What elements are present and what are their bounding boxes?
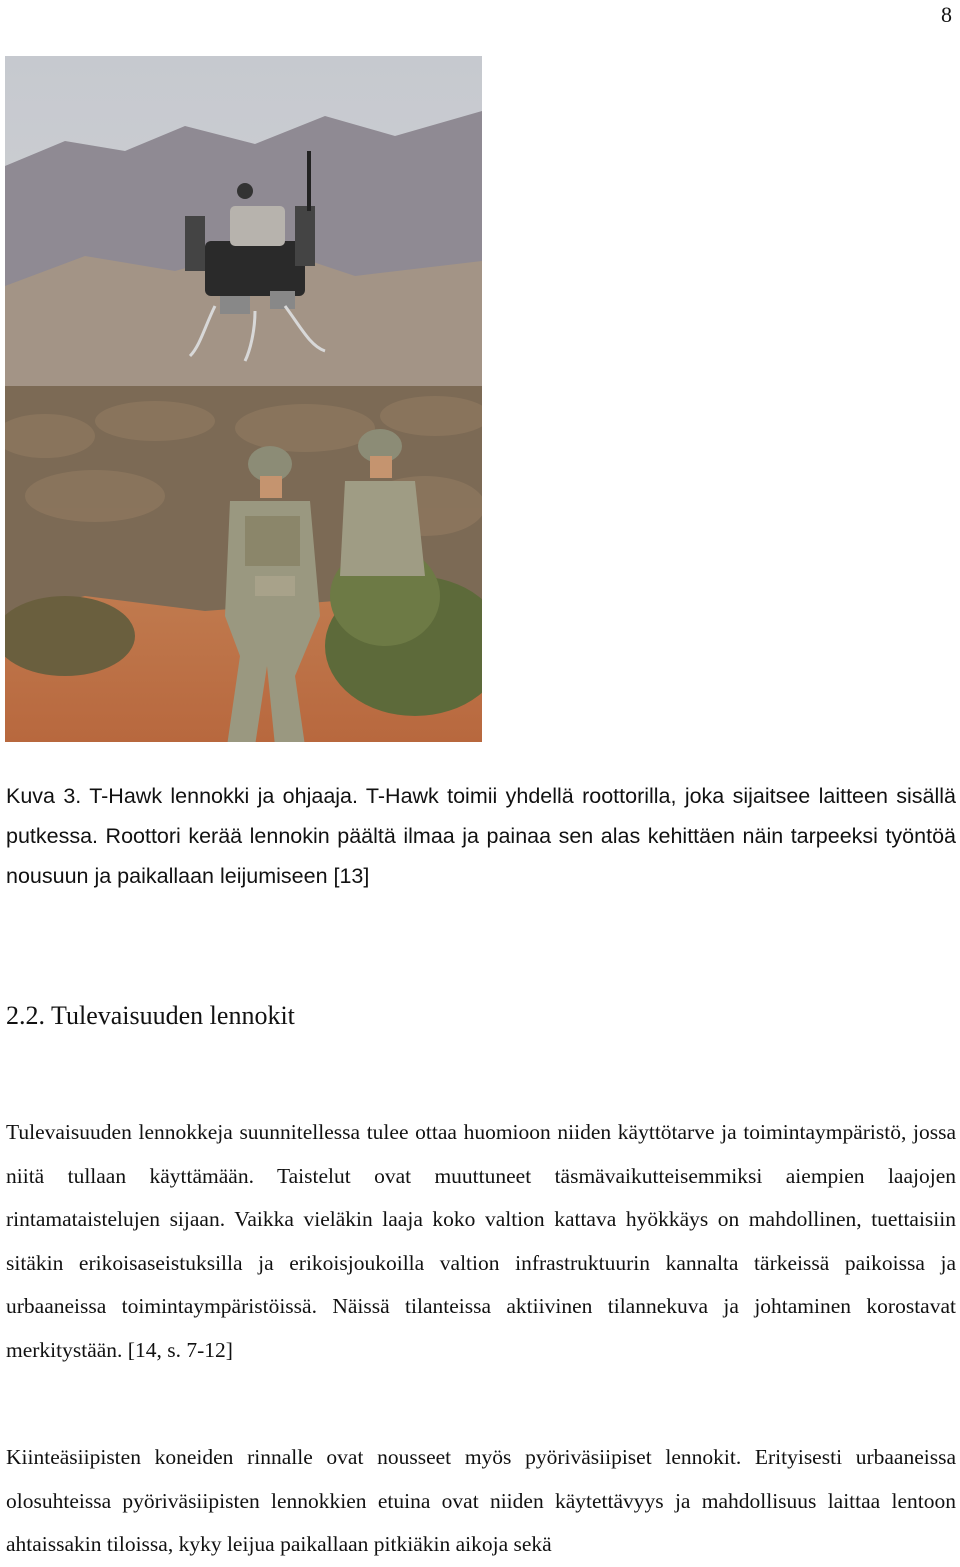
figure-photo (5, 56, 482, 742)
section-heading: 2.2. Tulevaisuuden lennokit (6, 1001, 295, 1030)
figure-caption: Kuva 3. T-Hawk lennokki ja ohjaaja. T-Hawk toimii yhdellä roottorilla, joka sijaitsee laitteen sisällä putkessa. Roottori kerää lennokin päältä ilmaa ja painaa sen alas kehittäen näin tarpeeksi työntöä nousuun ja paikallaan leijumiseen [13] (6, 784, 956, 888)
body-paragraph: Tulevaisuuden lennokkeja suunnitellessa tulee ottaa huomioon niiden käyttötarve ja toimintaympäristö, jossa niitä tullaan käyttämään. Taistelut ovat muuttuneet täsmävaikutteisemmiksi aiempien laajojen rintamataistelujen sijaan. Vaikka vieläkin laaja koko valtion kattava hyökkäys on mahdollinen, tuettaisiin sitäkin erikoisaseistuksilla ja erikoisjoukoilla valtion infrastruktuurin kannalta tärkeissä paikoissa ja urbaaneissa toimintaympäristöissä. Näissä tilanteissa aktiivinen tilannekuva ja johtaminen korostavat merkitystään. [14, s. 7-12] (6, 1120, 956, 1362)
body-paragraph: Kiinteäsiipisten koneiden rinnalle ovat nousseet myös pyöriväsiipiset lennokit. Erityisesti urbaaneissa olosuhteissa pyöriväsiipisten lennokkien etuina ovat niiden käytettävyys ja mahdollisuus laittaa lentoon ahtaissakin tiloissa, kyky leijua paikallaan pitkiäkin aikoja sekä (6, 1445, 956, 1557)
t-hawk-photo-icon (5, 56, 482, 742)
page-number: 8 (941, 2, 952, 27)
